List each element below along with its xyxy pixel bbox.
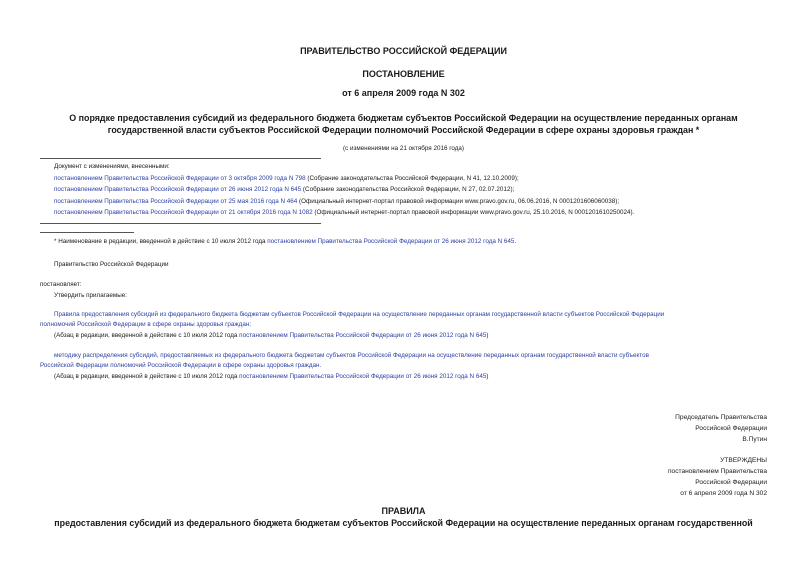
amendment-item xyxy=(54,208,634,217)
approved-block xyxy=(668,455,767,499)
footnote-divider xyxy=(40,232,134,233)
footnote-prefix: * Наименование в редакции, введенной в действие с 10 июля 2012 года xyxy=(54,238,268,245)
footnote-link[interactable]: постановлением Правительства Российской Федерации от 26 июня 2012 года N 645 xyxy=(267,238,515,245)
approved-label: УТВЕРЖДЕНЫ xyxy=(720,457,767,464)
signature-country: Российской Федерации xyxy=(695,425,767,432)
edit-note-suffix: ) xyxy=(486,373,489,380)
amendment-item xyxy=(54,174,519,183)
approved-date: от 6 апреля 2009 года N 302 xyxy=(680,490,767,497)
rules-link-line-2 xyxy=(40,320,251,329)
amendment-source-1: (Собрание законодательства Российской Федерации, N 41, 12.10.2009); xyxy=(305,175,519,182)
amendments-intro: Документ с изменениями, внесенными: xyxy=(54,163,170,170)
signature-name: В.Путин xyxy=(742,436,767,443)
method-link-continued[interactable]: Российской Федерации полномочий Российской Федерации в сфере охраны здоровья граждан. xyxy=(40,362,322,369)
divider-bottom xyxy=(40,223,321,224)
document-title-line-1: О порядке предоставления субсидий из федерального бюджета бюджетам субъектов Российской Федерации на осуществление переданных органам xyxy=(69,113,738,123)
rules-subtitle: предоставления субсидий из федерального бюджета бюджетам субъектов Российской Федерации на осуществление переданных органам государственной xyxy=(54,518,753,528)
edit-note-prefix: (Абзац в редакции, введенной в действие с 10 июля 2012 года xyxy=(54,373,240,380)
amendment-source-3: (Официальный интернет-портал правовой информации www.pravo.gov.ru, 06.06.2016, N 0001201606060038); xyxy=(297,198,620,205)
changes-note: (с изменениями на 21 октября 2016 года) xyxy=(342,145,465,152)
edit-note-2 xyxy=(54,372,488,381)
amendment-link-1[interactable]: постановлением Правительства Российской Федерации от 3 октября 2009 года N 798 xyxy=(54,175,306,182)
amendment-source-2: (Собрание законодательства Российской Федерации, N 27, 02.07.2012); xyxy=(301,186,515,193)
method-link[interactable]: методику распределения субсидий, предоставляемых из федерального бюджета бюджетам субъектов Российской Федерации на осуществление переданных органам государственной власти субъектов xyxy=(54,352,649,359)
document-title-line-2: государственной власти субъектов Российской Федерации полномочий Российской Федерации в сфере охраны здоровья граждан * xyxy=(107,125,700,135)
method-link-line-2 xyxy=(40,361,321,370)
footnote xyxy=(54,237,516,246)
amendment-link-4[interactable]: постановлением Правительства Российской Федерации от 21 октября 2016 года N 1082 xyxy=(54,209,313,216)
approved-country: Российской Федерации xyxy=(695,479,767,486)
approve-line: Утвердить прилагаемые: xyxy=(54,292,127,299)
footnote-suffix: . xyxy=(514,238,517,245)
document-date-number: от 6 апреля 2009 года N 302 xyxy=(342,88,465,98)
edit-note-link[interactable]: постановлением Правительства Российской Федерации от 26 июня 2012 года N 645 xyxy=(239,373,487,380)
signature-block xyxy=(675,412,767,445)
edit-note-prefix: (Абзац в редакции, введенной в действие с 10 июля 2012 года xyxy=(54,332,240,339)
document-type: ПОСТАНОВЛЕНИЕ xyxy=(362,69,445,79)
decides-line: постановляет: xyxy=(40,281,82,288)
amendment-link-3[interactable]: постановлением Правительства Российской Федерации от 25 мая 2016 года N 464 xyxy=(54,198,298,205)
government-heading: ПРАВИТЕЛЬСТВО РОССИЙСКОЙ ФЕДЕРАЦИИ xyxy=(300,46,507,56)
signature-title: Председатель Правительства xyxy=(675,414,767,421)
method-link-line-1 xyxy=(54,351,649,360)
edit-note-suffix: ) xyxy=(486,332,489,339)
edit-note-link[interactable]: постановлением Правительства Российской Федерации от 26 июня 2012 года N 645 xyxy=(239,332,487,339)
approved-by: постановлением Правительства xyxy=(667,468,767,475)
divider-top xyxy=(40,158,321,159)
rules-link[interactable]: Правила предоставления субсидий из федерального бюджета бюджетам субъектов Российской Федерации на осуществление переданных органам государственной власти субъектов Российской Федерации xyxy=(54,311,665,318)
edit-note-1 xyxy=(54,331,488,340)
amendment-source-4: (Официальный интернет-портал правовой информации www.pravo.gov.ru, 25.10.2016, N 0001201610250024). xyxy=(312,209,635,216)
rules-title: ПРАВИЛА xyxy=(381,506,426,516)
rules-link-line-1 xyxy=(54,310,664,319)
government-line: Правительство Российской Федерации xyxy=(54,261,169,268)
amendment-item xyxy=(54,197,619,206)
amendment-link-2[interactable]: постановлением Правительства Российской Федерации от 26 июня 2012 года N 645 xyxy=(54,186,302,193)
amendment-item xyxy=(54,185,514,194)
rules-link-continued[interactable]: полномочий Российской Федерации в сфере охраны здоровья граждан; xyxy=(40,321,252,328)
